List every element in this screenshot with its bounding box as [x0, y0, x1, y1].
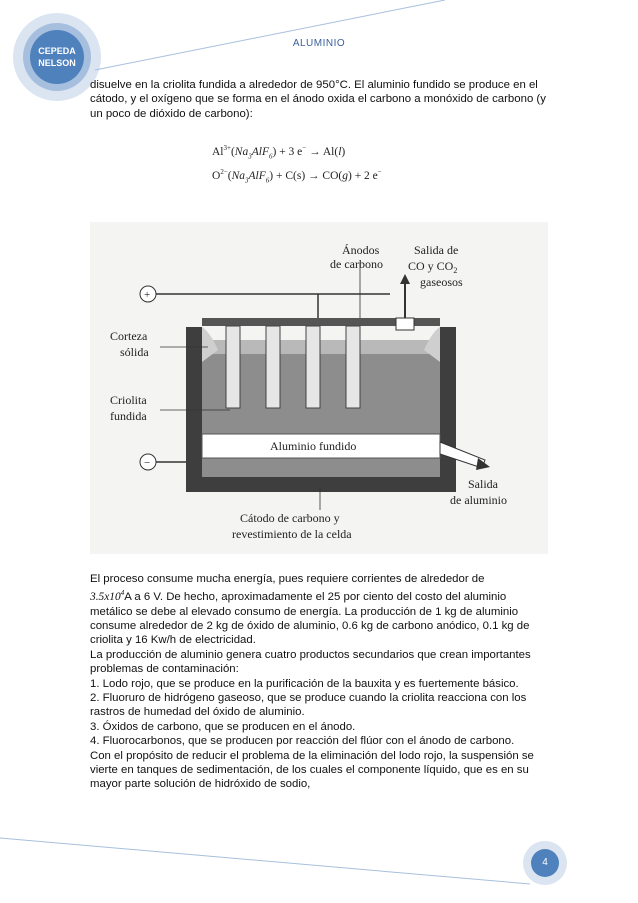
- label-aluminum: Aluminio fundido: [270, 439, 357, 453]
- electrolysis-cell-diagram: [90, 222, 548, 554]
- anode-4: [346, 326, 360, 408]
- label-outlet-1: Salida: [468, 477, 498, 491]
- badge-line1: CEPEDA: [38, 46, 76, 56]
- label-gas-3: gaseosos: [420, 275, 463, 289]
- list-item-4: 4. Fluorocarbonos, que se producen por reacción del flúor con el ánodo de carbono.: [90, 735, 515, 748]
- label-gas-1: Salida de: [414, 243, 459, 257]
- equation-1: $Al^{3+}(Na_3AlF_6) + 3$ e− → Al(l): [212, 144, 346, 161]
- footer-decor-line: [0, 838, 530, 884]
- label-cathode-1: Cátodo de carbono y: [240, 511, 340, 525]
- list-item-1: 1. Lodo rojo, que se produce en la purificación de la bauxita y es fuertemente básico.: [90, 677, 519, 690]
- intro-paragraph: [90, 78, 550, 121]
- label-plus: +: [144, 289, 151, 301]
- body-text: [90, 572, 550, 792]
- anode-2: [266, 326, 280, 408]
- equation-2: $O^{2-}(Na_3AlF_6) + C(s) \to CO(g) + 2$ e−: [212, 168, 382, 185]
- current-value: $3.5x10^4$: [90, 589, 125, 604]
- list-item-3: 3. Óxidos de carbono, que se producen en el ánodo.: [90, 720, 356, 733]
- anode-3: [306, 326, 320, 408]
- header-decor-line: [95, 0, 445, 70]
- paragraph-red-mud: Con el propósito de reducir el problema de la eliminación del lodo rojo, la suspensión se vierte en tanques de sedimentación, de los cuales el componente líquido, que es en su mayor parte solución de hidróxido de sodio,: [90, 749, 534, 791]
- page-header-title: ALUMINIO: [292, 38, 346, 49]
- equations-block: [212, 140, 434, 188]
- paragraph-energy: El proceso consume mucha energía, pues requiere corrientes de alrededor de $3.5x10^4A$ a 6 V. De hecho, aproximadamente el 25 por ciento del costo del aluminio metálico se debe al elevado consumo de energía. La producción de 1 kg de aluminio consume alrededor de 2 kg de óxido de aluminio, 0.6 kg de carbono anódico, 0.1 kg de criolita y 16 Kw/h de electricidad.: [90, 573, 530, 647]
- label-anodes-2: de carbono: [330, 257, 383, 271]
- label-cryolite-1: Criolita: [110, 393, 147, 407]
- label-crust-1: Corteza: [110, 329, 148, 343]
- badge-line2: NELSON: [38, 58, 76, 68]
- label-minus: −: [144, 457, 151, 469]
- label-cryolite-2: fundida: [110, 409, 147, 423]
- intro-text: disuelve en la criolita fundida a alrededor de 950°C. El aluminio fundido se produce en el cátodo, y el oxígeno que se forma en el ánodo oxida el carbono a monóxido de carbono (y un poco de dióxido de carbono):: [90, 79, 546, 120]
- label-outlet-2: de aluminio: [450, 493, 507, 507]
- label-crust-2: sólida: [120, 345, 149, 359]
- anode-1: [226, 326, 240, 408]
- paragraph-byproducts: La producción de aluminio genera cuatro productos secundarios que crean importantes problemas de contaminación:: [90, 648, 531, 676]
- list-item-2: 2. Fluoruro de hidrógeno gaseoso, que se produce cuando la criolita reacciona con los rastros de humedad del óxido de aluminio.: [90, 692, 527, 719]
- label-gas-2: CO y $CO_2$: [408, 259, 458, 275]
- gas-outlet-pipe: [396, 318, 414, 330]
- label-anodes-1: Ánodos: [342, 243, 380, 257]
- label-cathode-2: revestimiento de la celda: [232, 527, 352, 541]
- page-number: 4: [531, 849, 559, 877]
